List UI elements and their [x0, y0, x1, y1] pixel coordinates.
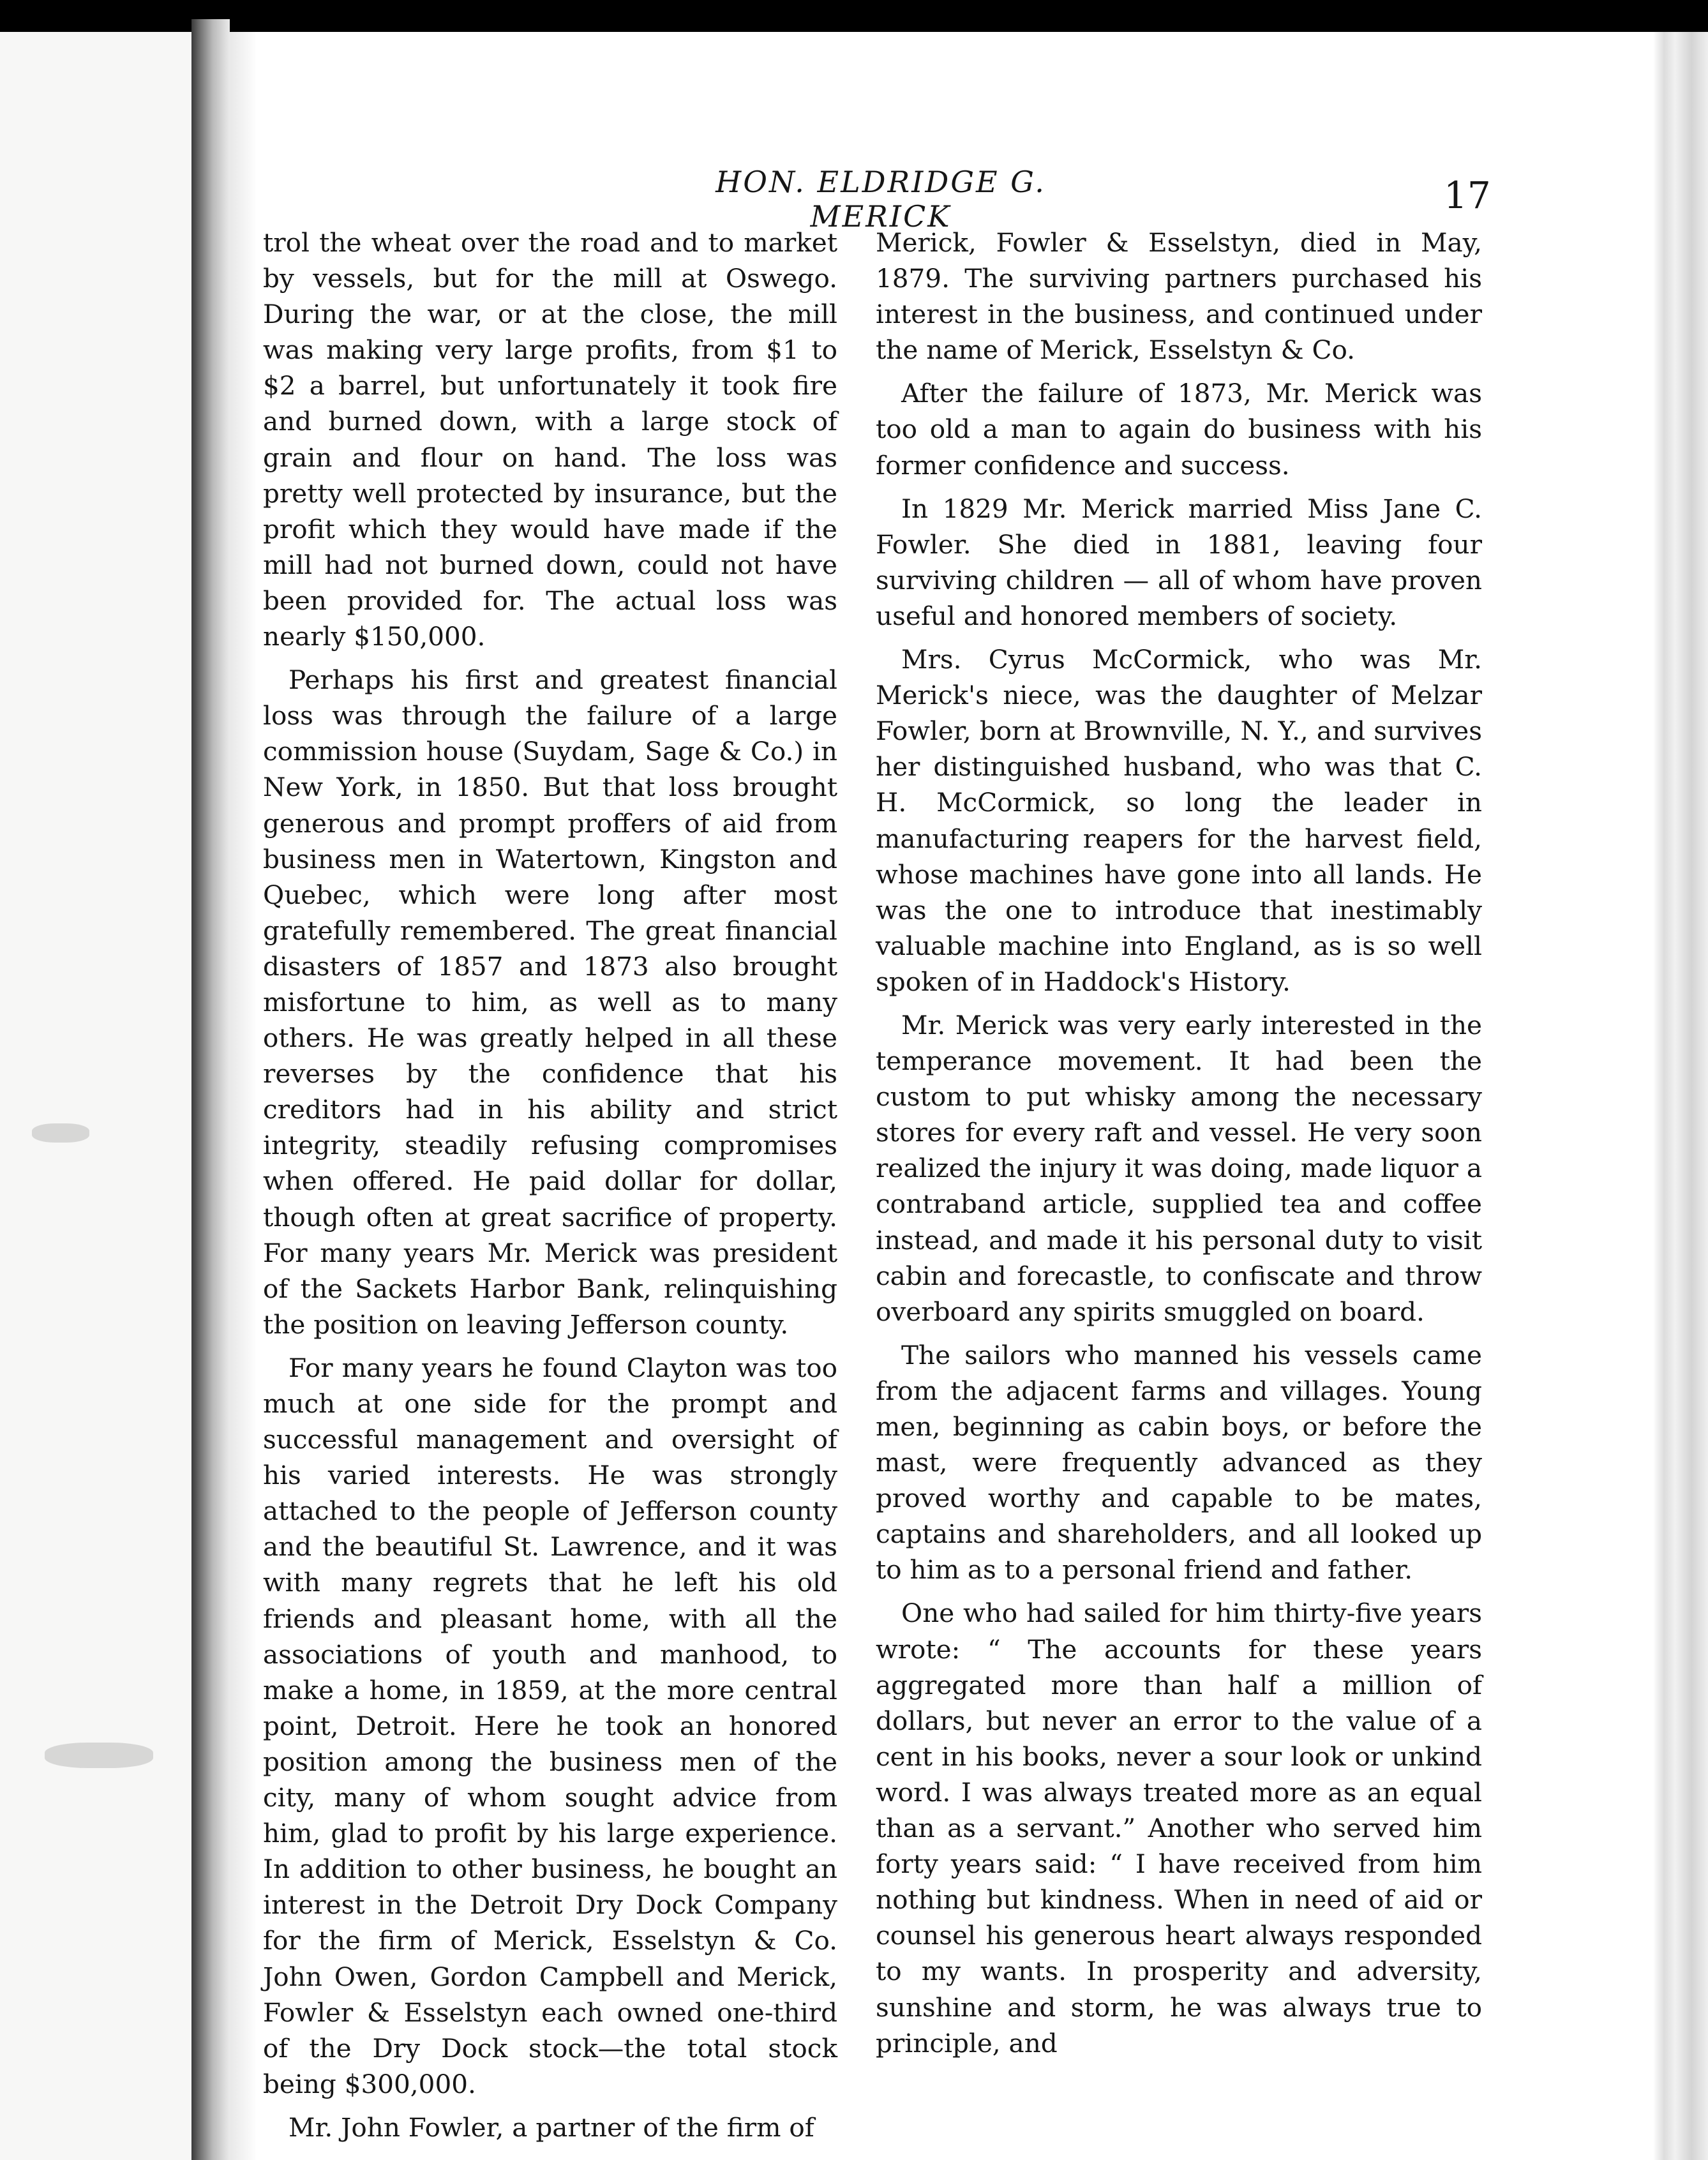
text-column-right: [876, 225, 1482, 2069]
paragraph: Perhaps his first and greatest financial loss was through the failure of a large commission house (Suydam, Sage & Co.) in New York, in 1850. But that loss brought generous and prompt proffers of aid from business men in Watertown, Kingston and Quebec, which were long after most gratefully remembered. The great financial disasters of 1857 and 1873 also brought misfortune to him, as well as to many others. He was greatly helped in all these reverses by the confidence that his creditors had in his ability and strict integrity, steadily refusing compromises when offered. He paid dollar for dollar, though often at great sacrifice of property. For many years Mr. Merick was president of the Sackets Harbor Bank, relinquishing the position on leaving Jefferson county.: [263, 664, 837, 1340]
scan-top-border: [0, 0, 1708, 32]
paragraph: The sailors who manned his vessels came from the adjacent farms and villages. Young men, beginning as cabin boys, or before the mast, were frequently advanced as they proved worthy and capable to be mates, captains and shareholders, and all looked up to him as to a personal friend and father.: [876, 1339, 1482, 1586]
paragraph: One who had sailed for him thirty-five years wrote: “ The accounts for these years aggregated more than half a million of dollars, but never an error to the value of a cent in his books, never a sour look or unkind word. I was always treated more as an equal than as a servant.” Another who served him forty years said: “ I have received from him nothing but kindness. When in need of aid or counsel his generous heart always responded to my wants. In prosperity and adversity, sunshine and storm, he was always true to principle, and: [876, 1598, 1482, 2059]
gutter-shadow: [230, 32, 255, 2160]
paragraph: trol the wheat over the road and to market by vessels, but for the mill at Oswego. During the war, or at the close, the mill was making very large profits, from $1 to $2 a barrel, but unfortunately it took fire and burned down, with a large stock of grain and flour on hand. The loss was pretty well protected by insurance, but the profit which they would have made if the mill had not burned down, could not have been provided for. The actual loss was nearly $150,000.: [263, 227, 837, 652]
page-edge-right: [1653, 32, 1708, 2160]
paragraph: Mrs. Cyrus McCormick, who was Mr. Merick's niece, was the daughter of Melzar Fowler, born at Brownville, N. Y., and survives her distinguished husband, who was that C. H. McCormick, so long the leader in manufacturing reapers for the harvest field, whose machines have gone into all lands. He was the one to introduce that inestimably valuable machine into England, as is so well spoken of in Haddock's History.: [876, 644, 1482, 997]
paragraph: Mr. Merick was very early interested in the temperance movement. It had been the custom to put whisky among the necessary stores for every raft and vessel. He very soon realized the injury it was doing, made liquor a contraband article, supplied tea and coffee instead, and made it his personal duty to visit cabin and forecastle, to confiscate and throw overboard any spirits smuggled on board.: [876, 1009, 1482, 1327]
paragraph: After the failure of 1873, Mr. Merick was too old a man to again do business with his former confidence and success.: [876, 378, 1482, 481]
facing-page-margin: [0, 32, 191, 2160]
paragraph: In 1829 Mr. Merick married Miss Jane C. Fowler. She died in 1881, leaving four surviving children — all of whom have proven useful and honored members of society.: [876, 493, 1482, 631]
scan-smudge: [32, 1123, 89, 1143]
running-head: HON. ELDRIDGE G. MERICK: [715, 165, 1046, 234]
paragraph: Mr. John Fowler, a partner of the firm of: [288, 2111, 814, 2143]
text-column-left: [263, 225, 837, 2153]
book-spine-shadow: [191, 19, 230, 2160]
page-number: 17: [1444, 174, 1491, 217]
paragraph: For many years he found Clayton was too much at one side for the prompt and successful management and oversight of his varied interests. He was strongly attached to the people of Jefferson county and the beautiful St. Lawrence, and it was with many regrets that he left his old friends and pleasant home, with all the associations of youth and manhood, to make a home, in 1859, at the more central point, Detroit. Here he took an honored position among the business men of the city, many of whom sought advice from him, glad to profit by his large experience. In addition to other business, he bought an interest in the Detroit Dry Dock Company for the firm of Merick, Esselstyn & Co. John Owen, Gordon Campbell and Merick, Fowler & Esselstyn each owned one-third of the Dry Dock stock—the total stock being $300,000.: [263, 1352, 837, 2099]
paragraph: Merick, Fowler & Esselstyn, died in May, 1879. The surviving partners purchased his interest in the business, and continued under the name of Merick, Esselstyn & Co.: [876, 227, 1482, 366]
scan-smudge: [45, 1743, 153, 1768]
